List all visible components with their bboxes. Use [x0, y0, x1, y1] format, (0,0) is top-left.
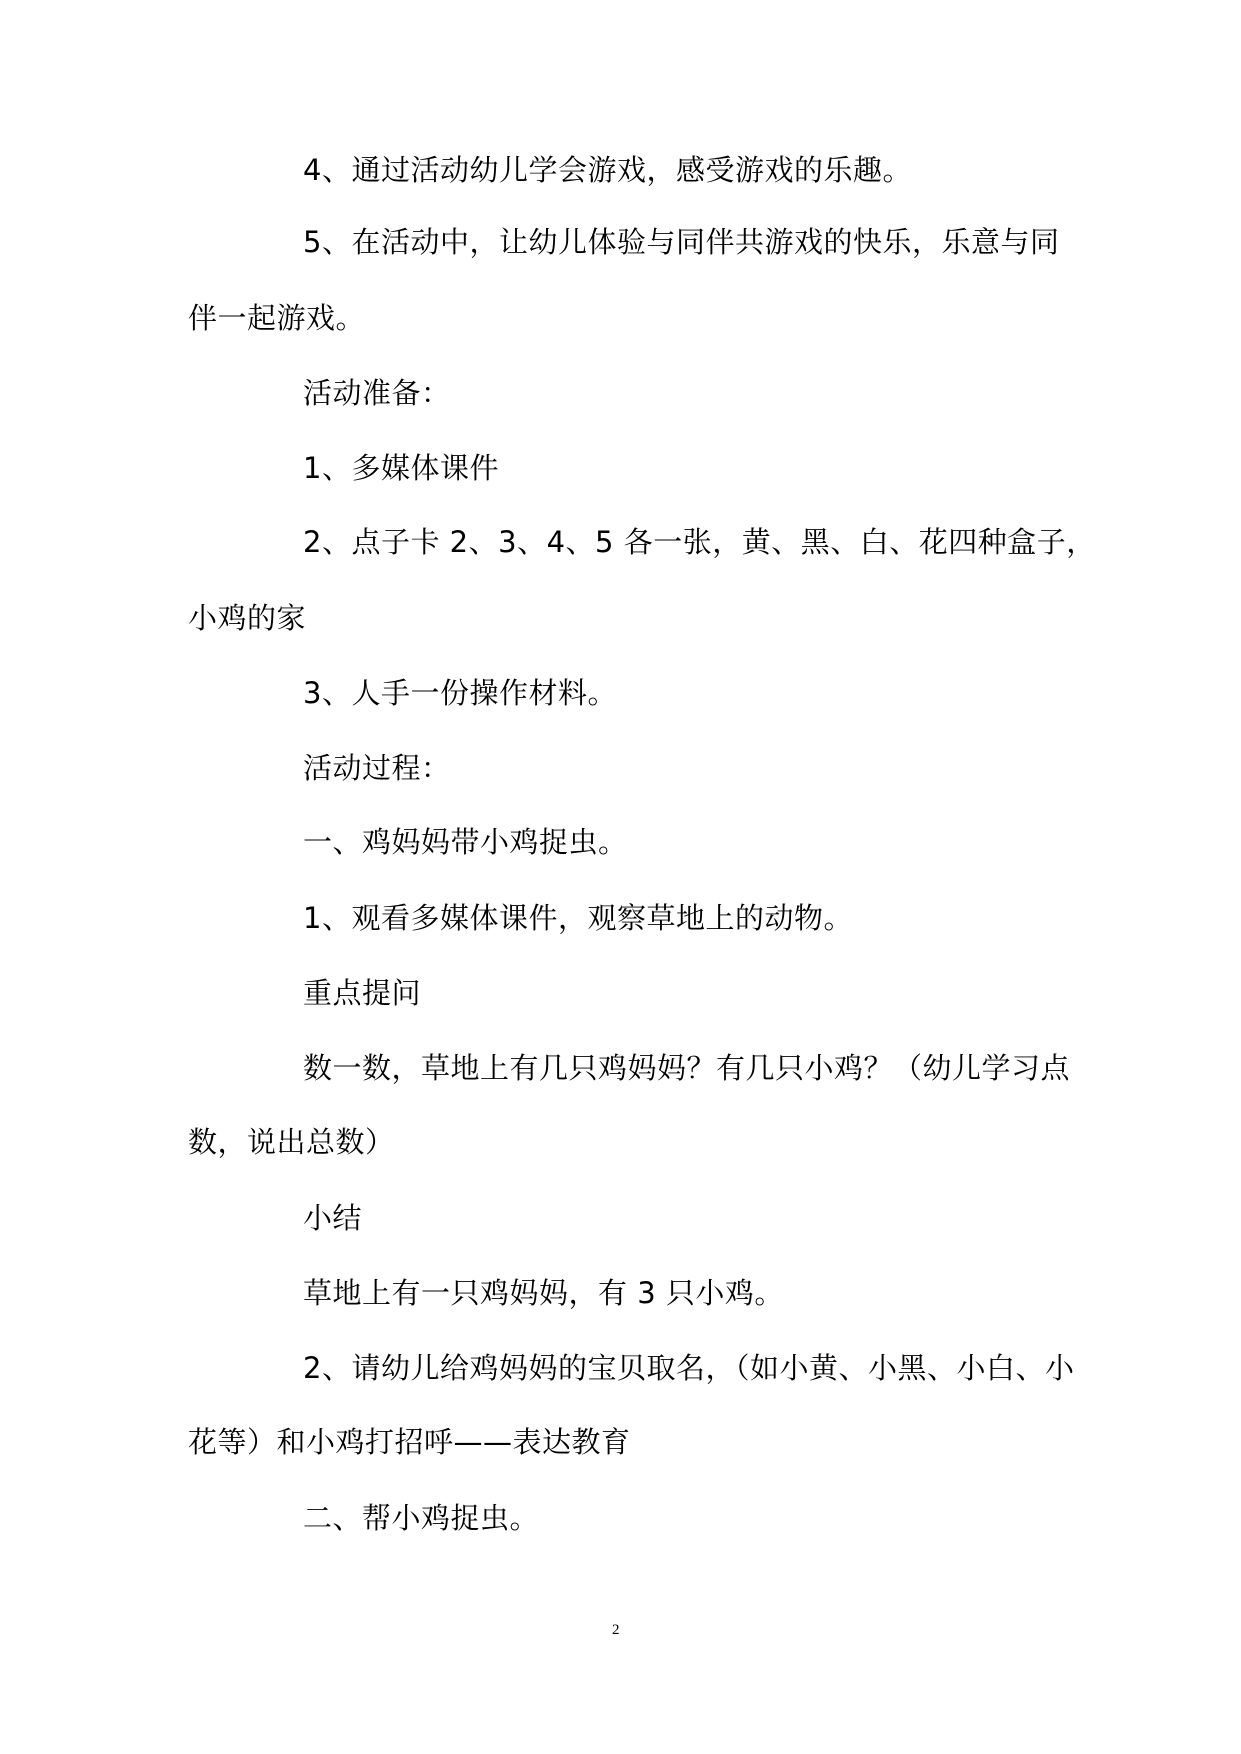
text-line: 1、多媒体课件 [303, 451, 499, 485]
text-line: 2、请幼儿给鸡妈妈的宝贝取名，（如小黄、小黑、小白、小 [303, 1351, 1075, 1385]
page-number: 2 [612, 1622, 620, 1638]
text-line: 草地上有一只鸡妈妈，有 3 只小鸡。 [303, 1276, 784, 1310]
text-line: 二、帮小鸡捉虫。 [303, 1501, 540, 1535]
text-line: 花等）和小鸡打招呼——表达教育 [188, 1425, 631, 1459]
section-heading: 活动准备： [303, 376, 451, 410]
text-line: 1、观看多媒体课件，观察草地上的动物。 [303, 901, 853, 935]
text-line: 4、通过活动幼儿学会游戏，感受游戏的乐趣。 [303, 153, 912, 187]
text-line: 数，说出总数） [188, 1125, 395, 1159]
text-line: 2、点子卡 2、3、4、5 各一张，黄、黑、白、花四种盒子， [303, 525, 1096, 559]
text-line: 一、鸡妈妈带小鸡捉虫。 [303, 825, 628, 859]
text-line: 小结 [303, 1201, 363, 1235]
text-line: 伴一起游戏。 [188, 301, 366, 335]
text-line: 5、在活动中，让幼儿体验与同伴共游戏的快乐，乐意与同 [303, 225, 1060, 259]
text-line: 小鸡的家 [188, 601, 307, 635]
section-heading: 活动过程： [303, 751, 451, 785]
text-line: 3、人手一份操作材料。 [303, 676, 617, 710]
text-line: 重点提问 [303, 976, 422, 1010]
text-line: 数一数，草地上有几只鸡妈妈？有几只小鸡？（幼儿学习点 [303, 1051, 1071, 1085]
